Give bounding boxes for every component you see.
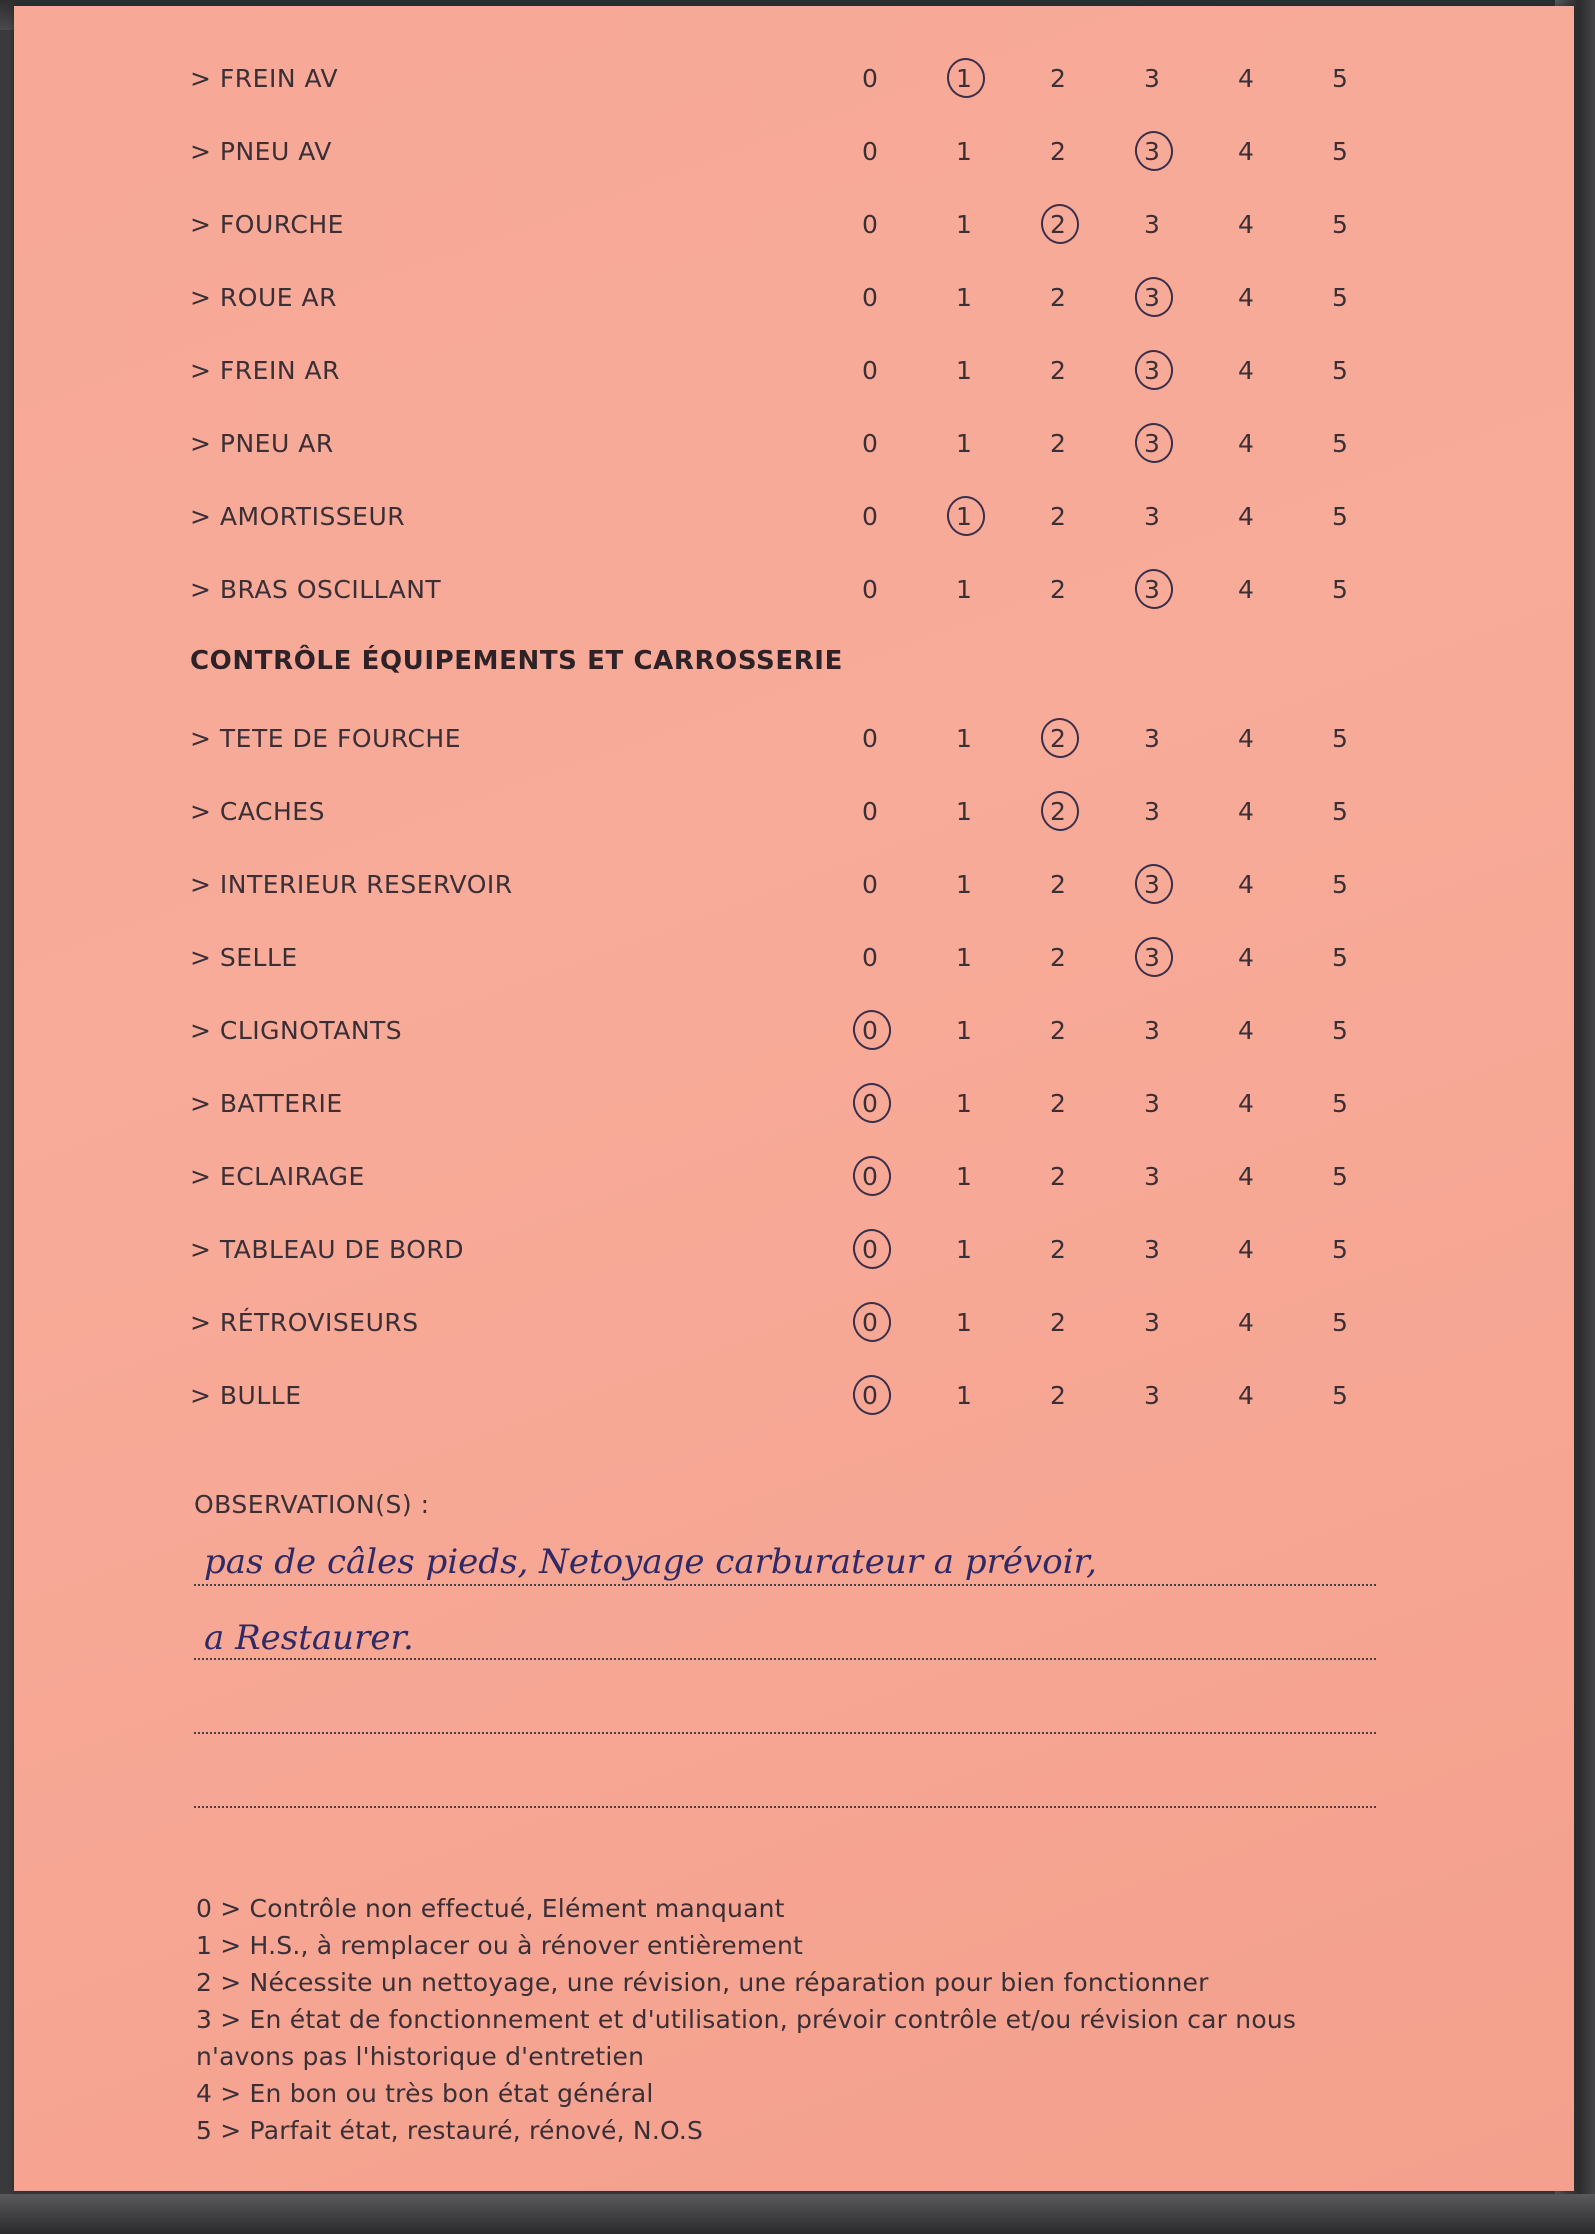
checklist-row — [14, 277, 1574, 317]
legend-line: 5 > Parfait état, restauré, rénové, N.O.S — [196, 2116, 704, 2145]
score-option-selected[interactable]: 3 — [1132, 356, 1172, 385]
checklist-row — [14, 131, 1574, 171]
score-option[interactable]: 1 — [956, 1308, 972, 1337]
observation-dotted-line-4 — [194, 1806, 1376, 1808]
score-option[interactable]: 0 — [862, 724, 878, 753]
checklist-row — [14, 1010, 1574, 1050]
score-option[interactable]: 5 — [1332, 1162, 1348, 1191]
checklist-row — [14, 1083, 1574, 1123]
score-option[interactable]: 3 — [1144, 1016, 1160, 1045]
score-option[interactable]: 5 — [1332, 1308, 1348, 1337]
checklist-item-label: > RÉTROVISEURS — [190, 1308, 419, 1337]
checklist-row — [14, 350, 1574, 390]
checklist-item-label: > FOURCHE — [190, 210, 344, 239]
checklist-item-label: > BULLE — [190, 1381, 302, 1410]
legend-line: 1 > H.S., à remplacer ou à rénover entièrement — [196, 1931, 804, 1960]
legend-line: 2 > Nécessite un nettoyage, une révision, une réparation pour bien fonctionner — [196, 1968, 1209, 1997]
score-option[interactable]: 0 — [862, 575, 878, 604]
score-option[interactable]: 5 — [1332, 575, 1348, 604]
score-option[interactable]: 2 — [1050, 64, 1066, 93]
checklist-item-label: > CLIGNOTANTS — [190, 1016, 403, 1045]
score-option[interactable]: 5 — [1332, 797, 1348, 826]
score-option[interactable]: 3 — [1144, 797, 1160, 826]
score-option[interactable]: 2 — [1050, 1089, 1066, 1118]
legend-line: 4 > En bon ou très bon état général — [196, 2079, 654, 2108]
score-option[interactable]: 0 — [862, 502, 878, 531]
score-option[interactable]: 1 — [956, 1235, 972, 1264]
score-option[interactable]: 5 — [1332, 356, 1348, 385]
score-option[interactable]: 4 — [1238, 1235, 1254, 1264]
score-option[interactable]: 5 — [1332, 64, 1348, 93]
score-option[interactable]: 2 — [1050, 1308, 1066, 1337]
checklist-item-label: > TETE DE FOURCHE — [190, 724, 461, 753]
score-option[interactable]: 2 — [1050, 356, 1066, 385]
checklist-item-label: > SELLE — [190, 943, 298, 972]
observation-text-line-2: a Restaurer. — [204, 1618, 414, 1658]
score-option[interactable]: 4 — [1238, 797, 1254, 826]
score-option-selected[interactable]: 3 — [1132, 575, 1172, 604]
plastic-sleeve-bottom — [0, 2194, 1595, 2234]
checklist-item-label: > AMORTISSEUR — [190, 502, 406, 531]
score-option[interactable]: 1 — [956, 1162, 972, 1191]
score-option[interactable]: 2 — [1050, 429, 1066, 458]
score-option[interactable]: 3 — [1144, 724, 1160, 753]
score-option[interactable]: 5 — [1332, 1089, 1348, 1118]
score-option-selected[interactable]: 1 — [944, 64, 984, 93]
score-option[interactable]: 4 — [1238, 575, 1254, 604]
score-option[interactable]: 1 — [956, 283, 972, 312]
checklist-item-label: > FREIN AV — [190, 64, 339, 93]
checklist-item-label: > PNEU AR — [190, 429, 334, 458]
score-option[interactable]: 0 — [862, 870, 878, 899]
observation-dotted-line-3 — [194, 1732, 1376, 1734]
score-option[interactable]: 4 — [1238, 137, 1254, 166]
score-option[interactable]: 2 — [1050, 1235, 1066, 1264]
score-option[interactable]: 1 — [956, 356, 972, 385]
score-option[interactable]: 5 — [1332, 870, 1348, 899]
checklist-row — [14, 864, 1574, 904]
checklist-item-label: > INTERIEUR RESERVOIR — [190, 870, 513, 899]
score-option[interactable]: 4 — [1238, 356, 1254, 385]
legend-line: 0 > Contrôle non effectué, Elément manquant — [196, 1894, 785, 1923]
checklist-item-label: > FREIN AR — [190, 356, 340, 385]
score-option[interactable]: 1 — [956, 724, 972, 753]
score-option-selected[interactable]: 2 — [1038, 724, 1078, 753]
checklist-row — [14, 791, 1574, 831]
score-option[interactable]: 0 — [862, 429, 878, 458]
score-option[interactable]: 4 — [1238, 1162, 1254, 1191]
score-option[interactable]: 3 — [1144, 502, 1160, 531]
score-option[interactable]: 5 — [1332, 1381, 1348, 1410]
checklist-item-label: > BRAS OSCILLANT — [190, 575, 442, 604]
score-option[interactable]: 5 — [1332, 943, 1348, 972]
score-option-selected[interactable]: 0 — [850, 1162, 890, 1191]
score-option[interactable]: 5 — [1332, 429, 1348, 458]
score-option[interactable]: 0 — [862, 210, 878, 239]
inspection-sheet — [14, 6, 1574, 2191]
score-option[interactable]: 2 — [1050, 870, 1066, 899]
score-option-selected[interactable]: 2 — [1038, 797, 1078, 826]
observations-label: OBSERVATION(S) : — [194, 1490, 430, 1519]
score-option[interactable]: 5 — [1332, 1235, 1348, 1264]
score-option-selected[interactable]: 0 — [850, 1016, 890, 1045]
score-option-selected[interactable]: 3 — [1132, 870, 1172, 899]
score-option[interactable]: 1 — [956, 1089, 972, 1118]
score-option[interactable]: 5 — [1332, 283, 1348, 312]
score-option[interactable]: 4 — [1238, 502, 1254, 531]
checklist-item-label: > ECLAIRAGE — [190, 1162, 365, 1191]
score-option[interactable]: 3 — [1144, 1089, 1160, 1118]
score-option[interactable]: 3 — [1144, 1308, 1160, 1337]
score-option[interactable]: 4 — [1238, 210, 1254, 239]
score-option[interactable]: 2 — [1050, 1381, 1066, 1410]
checklist-row — [14, 204, 1574, 244]
checklist-item-label: > BATTERIE — [190, 1089, 343, 1118]
score-option[interactable]: 3 — [1144, 1162, 1160, 1191]
checklist-row — [14, 718, 1574, 758]
checklist-item-label: > PNEU AV — [190, 137, 332, 166]
score-option-selected[interactable]: 0 — [850, 1308, 890, 1337]
checklist-item-label: > CACHES — [190, 797, 325, 826]
score-option[interactable]: 1 — [956, 210, 972, 239]
score-option[interactable]: 1 — [956, 870, 972, 899]
score-option[interactable]: 5 — [1332, 137, 1348, 166]
score-option[interactable]: 4 — [1238, 943, 1254, 972]
score-option[interactable]: 0 — [862, 356, 878, 385]
checklist-row — [14, 58, 1574, 98]
score-option[interactable]: 5 — [1332, 210, 1348, 239]
score-option[interactable]: 4 — [1238, 64, 1254, 93]
score-option[interactable]: 2 — [1050, 137, 1066, 166]
checklist-row — [14, 496, 1574, 536]
score-option[interactable]: 2 — [1050, 283, 1066, 312]
score-option[interactable]: 5 — [1332, 502, 1348, 531]
legend-line: 3 > En état de fonctionnement et d'utilisation, prévoir contrôle et/ou révision car nous — [196, 2005, 1297, 2034]
score-option[interactable]: 2 — [1050, 943, 1066, 972]
score-option[interactable]: 4 — [1238, 1308, 1254, 1337]
score-option[interactable]: 4 — [1238, 283, 1254, 312]
score-option[interactable]: 5 — [1332, 724, 1348, 753]
checklist-item-label: > TABLEAU DE BORD — [190, 1235, 465, 1264]
checklist-item-label: > ROUE AR — [190, 283, 337, 312]
checklist-row — [14, 569, 1574, 609]
score-option[interactable]: 1 — [956, 429, 972, 458]
checklist-row — [14, 423, 1574, 463]
score-option[interactable]: 5 — [1332, 1016, 1348, 1045]
observation-text-line-1: pas de câles pieds, Netoyage carburateur a prévoir, — [204, 1542, 1097, 1582]
score-option-selected[interactable]: 3 — [1132, 943, 1172, 972]
score-option-selected[interactable]: 0 — [850, 1381, 890, 1410]
checklist-row — [14, 1156, 1574, 1196]
score-option[interactable]: 3 — [1144, 64, 1160, 93]
score-option[interactable]: 1 — [956, 797, 972, 826]
score-option[interactable]: 3 — [1144, 1235, 1160, 1264]
section-title: CONTRÔLE ÉQUIPEMENTS ET CARROSSERIE — [190, 646, 843, 676]
rating-legend — [196, 1890, 1376, 2149]
score-option-selected[interactable]: 1 — [944, 502, 984, 531]
score-option[interactable]: 0 — [862, 137, 878, 166]
score-option[interactable]: 2 — [1050, 1162, 1066, 1191]
score-option[interactable]: 1 — [956, 943, 972, 972]
score-option[interactable]: 0 — [862, 64, 878, 93]
score-option[interactable]: 4 — [1238, 870, 1254, 899]
score-option[interactable]: 3 — [1144, 210, 1160, 239]
score-option[interactable]: 2 — [1050, 502, 1066, 531]
score-option-selected[interactable]: 3 — [1132, 137, 1172, 166]
score-option[interactable]: 3 — [1144, 1381, 1160, 1410]
checklist-row — [14, 937, 1574, 977]
score-option-selected[interactable]: 0 — [850, 1089, 890, 1118]
score-option[interactable]: 1 — [956, 137, 972, 166]
observation-dotted-line-2 — [194, 1658, 1376, 1660]
score-option-selected[interactable]: 3 — [1132, 429, 1172, 458]
score-option[interactable]: 1 — [956, 575, 972, 604]
score-option[interactable]: 0 — [862, 943, 878, 972]
checklist-row — [14, 1302, 1574, 1342]
score-option-selected[interactable]: 0 — [850, 1235, 890, 1264]
score-option-selected[interactable]: 3 — [1132, 283, 1172, 312]
score-option[interactable]: 2 — [1050, 1016, 1066, 1045]
score-option[interactable]: 4 — [1238, 1381, 1254, 1410]
observation-dotted-line-1 — [194, 1584, 1376, 1586]
score-option[interactable]: 0 — [862, 283, 878, 312]
score-option[interactable]: 0 — [862, 797, 878, 826]
score-option[interactable]: 1 — [956, 1381, 972, 1410]
score-option[interactable]: 1 — [956, 1016, 972, 1045]
legend-line: n'avons pas l'historique d'entretien — [196, 2042, 645, 2071]
score-option[interactable]: 2 — [1050, 575, 1066, 604]
score-option[interactable]: 4 — [1238, 1016, 1254, 1045]
checklist-row — [14, 1229, 1574, 1269]
score-option[interactable]: 4 — [1238, 429, 1254, 458]
score-option-selected[interactable]: 2 — [1038, 210, 1078, 239]
checklist-row — [14, 1375, 1574, 1415]
score-option[interactable]: 4 — [1238, 1089, 1254, 1118]
score-option[interactable]: 4 — [1238, 724, 1254, 753]
